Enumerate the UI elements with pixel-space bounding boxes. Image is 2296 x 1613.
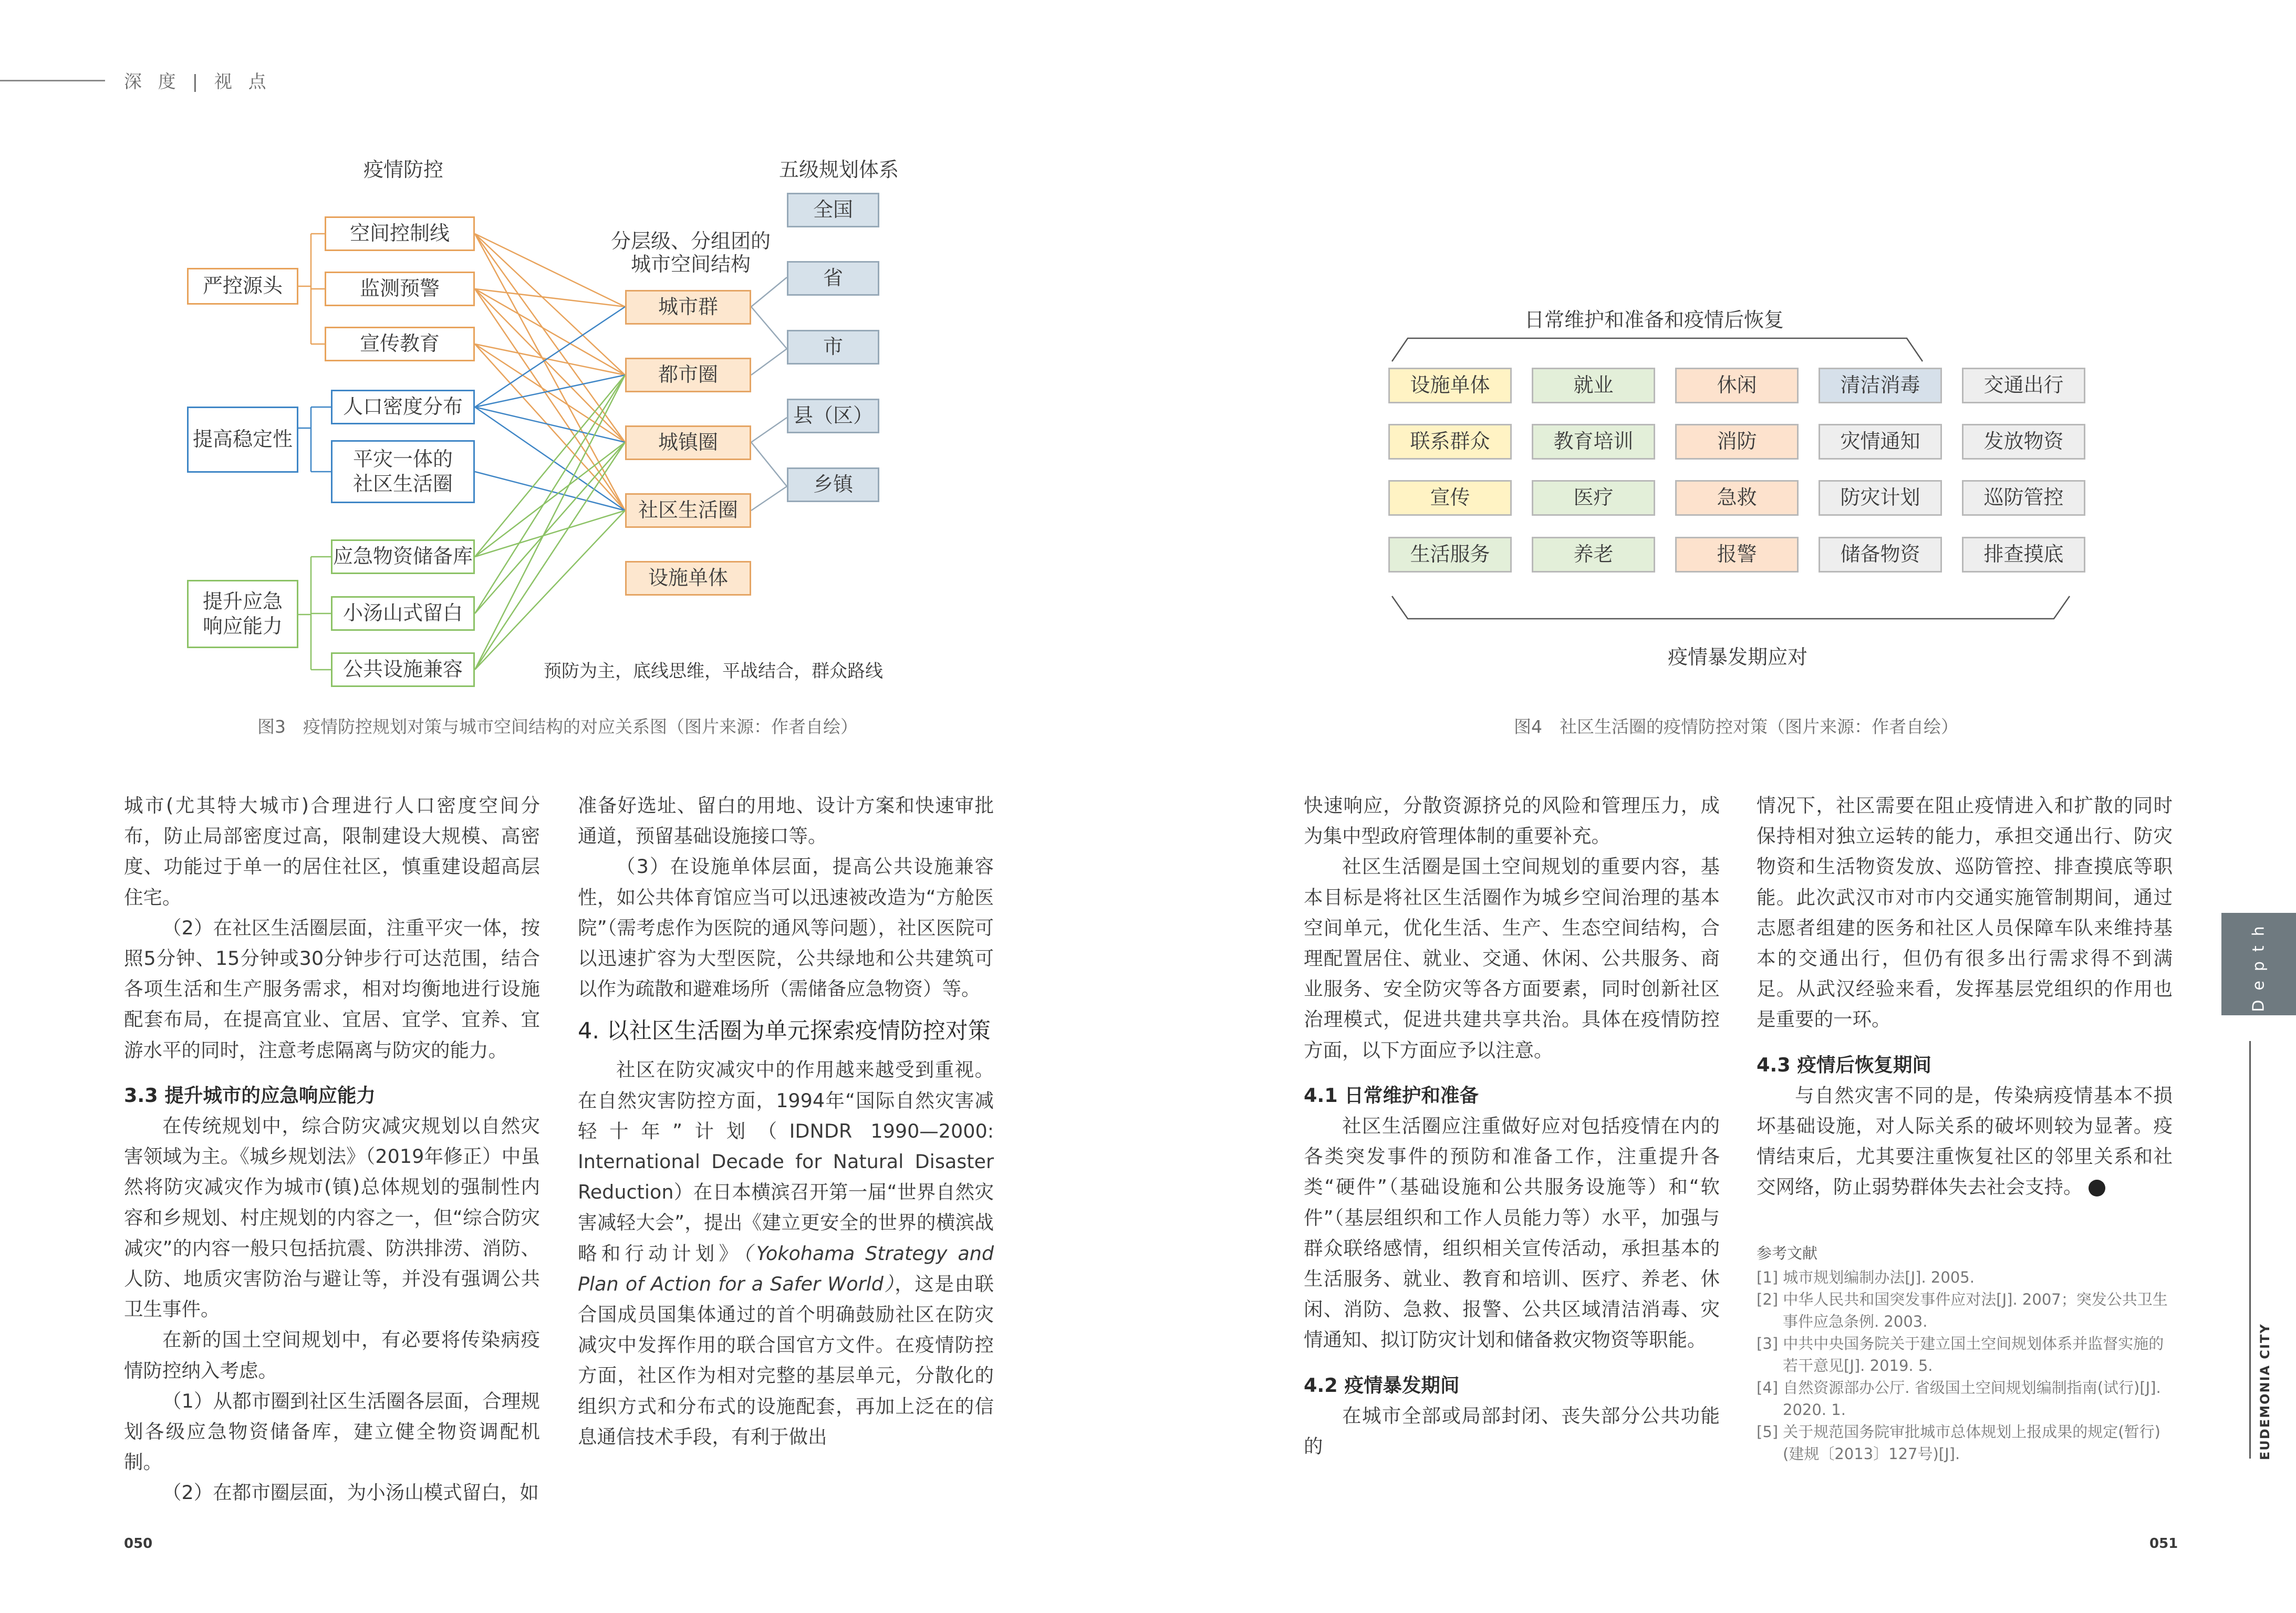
figure-4-caption: 图4 社区生活圈的疫情防控对策（图片来源：作者自绘）: [1514, 716, 1958, 737]
paragraph: （1）从都市圈到社区生活圈各层面，合理规划各级应急物资储备库，建立健全物资调配机制。: [124, 1389, 540, 1474]
level-county: 县（区）: [787, 399, 879, 433]
measure-compatibility: 公共设施兼容: [331, 652, 475, 687]
cell-3-4: 防灾计划: [1819, 480, 1942, 516]
text-column-4: [1757, 790, 2173, 1203]
paragraph: [1757, 1080, 2173, 1203]
reference-item: [2] 中华人民共和国突发事件应对法[J]. 2007；突发公共卫生事件应急条例. 2003.: [1757, 1291, 2168, 1330]
structure-city-cluster: 城市群: [625, 290, 751, 325]
section-heading-3-3: 3.3 提升城市的应急响应能力: [124, 1084, 376, 1107]
references: [1757, 1242, 2177, 1465]
cell-1-2: 就业: [1532, 368, 1655, 403]
paragraph: 在传统规划中，综合防灾减灾规划以自然灾害领域为主。《城乡规划法》（2019年修正）中虽然将防灾减灾作为城市(镇)总体规划的强制性内容和乡规划、村庄规划的内容之一，但“综合防灾减灾”的内容一般只包括抗震、防洪排涝、消防、人防、地质灾害防治与避让等，并没有强调公共卫生事件。: [124, 1115, 540, 1321]
cell-2-2: 教育培训: [1532, 424, 1655, 460]
level-township: 乡镇: [787, 467, 879, 502]
section-heading-4-2: 4.2 疫情暴发期间: [1304, 1373, 1460, 1397]
group-control-source: 严控源头: [187, 268, 298, 305]
measure-space-control: 空间控制线: [325, 216, 475, 251]
italic-title: （Yokohama Strategy and Plan of Action for a Safer World）: [578, 1242, 994, 1295]
figure-3-right-title: 五级规划体系: [779, 158, 899, 181]
section-heading-4-1: 4.1 日常维护和准备: [1304, 1084, 1479, 1107]
paragraph: （2）在都市圈层面，为小汤山模式留白，如: [162, 1481, 539, 1504]
figure-3-footnote: 预防为主，底线思维，平战结合，群众路线: [544, 661, 883, 682]
cell-4-5: 排查摸底: [1962, 537, 2085, 573]
level-national: 全国: [787, 193, 879, 227]
structure-community-circle: 社区生活圈: [625, 493, 751, 528]
reference-item: [3] 中共中央国务院关于建立国土空间规划体系并监督实施的若干意见[J]. 2019. 5.: [1757, 1335, 2164, 1375]
cell-2-1: 联系群众: [1388, 424, 1512, 460]
text-column-1: [124, 790, 540, 1508]
paragraph: 社区生活圈是国土空间规划的重要内容，基本目标是将社区生活圈作为城乡空间治理的基本空间单元，优化生活、生产、生态空间结构，合理配置居住、就业、交通、休闲、公共服务、商业服务、安全防灾等各方面要素，同时创新社区治理模式，促进共建共享共治。具体在疫情防控方面，以下方面应予以注意。: [1304, 855, 1720, 1062]
cell-4-3: 报警: [1675, 537, 1799, 573]
paragraph: 准备好选址、留白的用地、设计方案和快速审批通道，预留基础设施接口等。: [578, 794, 994, 848]
paragraph: 情况下，社区需要在阻止疫情进入和扩散的同时保持相对独立运转的能力，承担交通出行、防灾物资和生活物资发放、巡防管控、排查摸底等职能。此次武汉市对市内交通实施管制期间，通过志愿者组建的医务和社区人员保障车队来维持基本的交通出行，但仍有很多出行需求得不到满足。从武汉经验来看，发挥基层党组织的作用也是重要的一环。: [1757, 794, 2173, 1031]
cell-3-5: 巡防管控: [1962, 480, 2085, 516]
paragraph-text: 社区在防灾减灾中的作用越来越受到重视。在自然灾害防控方面，1994年“国际自然灾害减轻十年”计划（IDNDR 1990—2000: International Decade for Natural Disaster Reduction）在日本横滨召开第一届“世界自然灾害减轻大会”，提出《建立更安全的世界的横滨战略和行动计划》: [578, 1058, 994, 1265]
figure-3: [158, 142, 946, 683]
measure-monitoring: 监测预警: [325, 272, 475, 306]
reference-item: [5] 关于规范国务院审批城市总体规划上报成果的规定(暂行)(建规〔2013〕127号)[J].: [1757, 1423, 2160, 1463]
figure-3-caption: 图3 疫情防控规划对策与城市空间结构的对应关系图（图片来源：作者自绘）: [257, 716, 858, 737]
cell-2-5: 发放物资: [1962, 424, 2085, 460]
paragraph: （3）在设施单体层面，提高公共设施兼容性，如公共体育馆应当可以迅速被改造为“方舱医院”（需考虑作为医院的通风等问题），社区医院可以迅速扩容为大型医院，公共绿地和公共建筑可以作为疏散和避难场所（需储备应急物资）等。: [578, 855, 994, 1001]
section-heading-4: 4. 以社区生活圈为单元探索疫情防控对策: [578, 1018, 991, 1045]
level-city: 市: [787, 330, 879, 365]
side-rule: [2249, 1041, 2251, 1459]
section-heading-4-3: 4.3 疫情后恢复期间: [1757, 1053, 1931, 1076]
reference-item: [1] 城市规划编制办法[J]. 2005.: [1757, 1268, 1975, 1286]
header-rule: [0, 80, 105, 81]
section-header: 深 度 | 视 点: [124, 71, 272, 92]
cell-1-1: 设施单体: [1388, 368, 1512, 403]
cell-4-1: 生活服务: [1388, 537, 1512, 573]
level-province: 省: [787, 261, 879, 296]
page-number-left: 050: [124, 1536, 153, 1552]
cell-1-3: 休闲: [1675, 368, 1799, 403]
end-mark-icon: E: [2089, 1180, 2105, 1196]
cell-4-4: 储备物资: [1819, 537, 1942, 573]
structure-metro-circle: 都市圈: [625, 358, 751, 392]
paragraph-text: 与自然灾害不同的是，传染病疫情基本不损坏基础设施，对人际关系的破坏则较为显著。疫情结束后，尤其要注重恢复社区的邻里关系和社交网络，防止弱势群体失去社会支持。: [1757, 1084, 2173, 1199]
paragraph: 快速响应，分散资源挤兑的风险和管理压力，成为集中型政府管理体制的重要补充。: [1304, 794, 1720, 848]
page-number-right: 051: [2149, 1536, 2178, 1552]
cell-3-1: 宣传: [1388, 480, 1512, 516]
figure-4-top-label: 日常维护和准备和疫情后恢复: [1524, 308, 1784, 331]
paragraph-text: ，这是由联合国成员国集体通过的首个明确鼓励社区在防灾减灾中发挥作用的联合国官方文件。在疫情防控方面，社区作为相对完整的基层单元，分散化的组织方式和分布式的设施配套，再加上泛在的信息通信技术手段，有利于做出: [578, 1272, 994, 1448]
paragraph: 在新的国土空间规划中，有必要将传染病疫情防控纳入考虑。: [124, 1328, 540, 1382]
structure-facility: 设施单体: [625, 561, 751, 596]
side-brand: EUDEMONIA CITY: [2258, 1323, 2272, 1460]
paragraph: [578, 1055, 994, 1452]
group-stability: 提高稳定性: [187, 407, 298, 473]
figure-3-left-title: 疫情防控: [363, 158, 444, 181]
text-column-3: [1304, 790, 1720, 1462]
measure-life-circle: 平灾一体的 社区生活圈: [331, 440, 475, 503]
cell-4-2: 养老: [1532, 537, 1655, 573]
paragraph: 社区生活圈应注重做好应对包括疫情在内的各类突发事件的预防和准备工作，注重提升各类“硬件”（基础设施和公共服务设施等）和“软件”（基层组织和工作人员能力等）水平，加强与群众联络感情，组织相关宣传活动，承担基本的生活服务、就业、教育和培训、医疗、养老、休闲、消防、急救、报警、公共区域清洁消毒、灾情通知、拟订防灾计划和储备救灾物资等职能。: [1304, 1115, 1720, 1351]
reference-item: [4] 自然资源部办公厅. 省级国土空间规划编制指南(试行)[J]. 2020. 1.: [1757, 1379, 2161, 1419]
figure-3-mid-title: 分层级、分组团的 城市空间结构: [610, 230, 771, 276]
paragraph: （2）在社区生活圈层面，注重平灾一体，按照5分钟、15分钟或30分钟步行可达范围，结合各项生活和生产服务需求，相对均衡地进行设施配套布局，在提高宜业、宜居、宜学、宜养、宜游水平的同时，注意考虑隔离与防灾的能力。: [124, 916, 540, 1062]
group-emergency: 提升应急 响应能力: [187, 580, 298, 648]
paragraph: 城市(尤其特大城市)合理进行人口密度空间分布，防止局部密度过高，限制建设大规模、高密度、功能过于单一的居住社区，慎重建设超高层住宅。: [124, 794, 540, 909]
references-title: 参考文献: [1757, 1244, 1818, 1262]
cell-1-5: 交通出行: [1962, 368, 2085, 403]
measure-reserve: 应急物资储备库: [331, 539, 475, 574]
paragraph: 在城市全部或局部封闭、丧失部分公共功能的: [1304, 1404, 1720, 1458]
side-section-tab: [2221, 913, 2296, 1015]
side-tab-label: Depth: [2249, 916, 2268, 1012]
structure-town-circle: 城镇圈: [625, 425, 751, 460]
figure-4-bottom-label: 疫情暴发期应对: [1668, 646, 1808, 669]
measure-education: 宣传教育: [325, 327, 475, 361]
measure-density: 人口密度分布: [331, 390, 475, 424]
cell-2-4: 灾情通知: [1819, 424, 1942, 460]
cell-1-4: 清洁消毒: [1819, 368, 1942, 403]
cell-3-3: 急救: [1675, 480, 1799, 516]
cell-2-3: 消防: [1675, 424, 1799, 460]
text-column-2: [578, 790, 994, 1452]
cell-3-2: 医疗: [1532, 480, 1655, 516]
measure-xiaotangshan: 小汤山式留白: [331, 596, 475, 631]
